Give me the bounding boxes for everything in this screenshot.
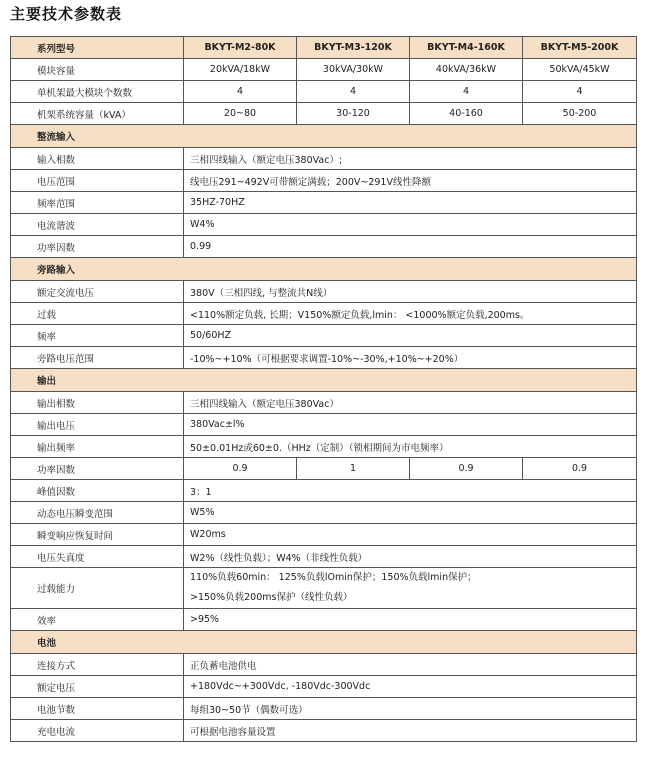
cell-value: 0.9 — [410, 458, 523, 480]
row-label: 过载 — [11, 303, 184, 325]
row-label: 峰值因数 — [11, 480, 184, 502]
model-header: BKYT-M3-120K — [297, 37, 410, 59]
row-label: 输出相数 — [11, 392, 184, 414]
cell-value: W20ms — [184, 524, 637, 546]
section-header-rectifier — [11, 125, 637, 148]
section-header-battery — [11, 631, 637, 654]
row-label: 功率因数 — [11, 458, 184, 480]
row-label: 电流谐波 — [11, 214, 184, 236]
table-row — [11, 236, 637, 258]
row-label: 单机架最大模块个数数 — [11, 81, 184, 103]
table-row — [11, 325, 637, 347]
table-row — [11, 568, 637, 609]
table-header-row — [11, 37, 637, 59]
cell-value: 三相四线输入（额定电压380Vac）; — [184, 148, 637, 170]
table-row — [11, 502, 637, 524]
cell-value: 1 — [297, 458, 410, 480]
cell-value: 0.99 — [184, 236, 637, 258]
cell-value: 每组30~50节（偶数可选） — [184, 698, 637, 720]
table-row — [11, 303, 637, 325]
row-label: 动态电压瞬变范围 — [11, 502, 184, 524]
cell-value: 正负蓄电池供电 — [184, 654, 637, 676]
cell-value: 50±0.01Hz或60±0.（HHz（定制）（锁相期间为市电频率） — [184, 436, 637, 458]
row-label: 输入相数 — [11, 148, 184, 170]
row-label: 充电电流 — [11, 720, 184, 742]
cell-value: 40-160 — [410, 103, 523, 125]
cell-value: 380Vac±l% — [184, 414, 637, 436]
table-row — [11, 347, 637, 369]
section-header-output — [11, 369, 637, 392]
page-title: 主要技术参数表 — [10, 5, 123, 23]
cell-value: 3：1 — [184, 480, 637, 502]
table-row — [11, 720, 637, 742]
row-label: 连接方式 — [11, 654, 184, 676]
cell-value: 0.9 — [184, 458, 297, 480]
cell-value: +180Vdc~+300Vdc, -180Vdc-300Vdc — [184, 676, 637, 698]
row-label: 电压范围 — [11, 170, 184, 192]
row-label: 机架系统容量（kVA） — [11, 103, 184, 125]
section-title: 整流输入 — [11, 125, 637, 148]
table-row — [11, 81, 637, 103]
section-title: 旁路输入 — [11, 258, 637, 281]
spec-table — [10, 36, 637, 742]
row-label: 模块容量 — [11, 59, 184, 81]
table-row — [11, 148, 637, 170]
row-label: 输出频率 — [11, 436, 184, 458]
cell-value: 可根据电池容量设置 — [184, 720, 637, 742]
row-label: 频率范围 — [11, 192, 184, 214]
table-row — [11, 414, 637, 436]
table-row — [11, 546, 637, 568]
cell-value: 380V（三相四线, 与整流共N线） — [184, 281, 637, 303]
row-label: 额定电压 — [11, 676, 184, 698]
table-row — [11, 392, 637, 414]
table-row — [11, 103, 637, 125]
row-label: 电池节数 — [11, 698, 184, 720]
row-label: 输出电压 — [11, 414, 184, 436]
cell-value: W2%（线性负载）；W4%（非线性负载） — [184, 546, 637, 568]
cell-value: 20kVA/18kW — [184, 59, 297, 81]
cell-value — [184, 568, 637, 609]
cell-value: -10%~+10%（可根据要求调置-10%~-30%,+10%~+20%） — [184, 347, 637, 369]
table-row — [11, 170, 637, 192]
row-label: 旁路电压范围 — [11, 347, 184, 369]
row-label: 瞬变响应恢复时间 — [11, 524, 184, 546]
table-row — [11, 654, 637, 676]
table-row — [11, 698, 637, 720]
table-row — [11, 214, 637, 236]
cell-value: 30-120 — [297, 103, 410, 125]
cell-value: 线电压291~492V可带额定满载；200V~291V线性降额 — [184, 170, 637, 192]
cell-value: 4 — [297, 81, 410, 103]
table-row — [11, 480, 637, 502]
model-header: BKYT-M2-80K — [184, 37, 297, 59]
table-row — [11, 458, 637, 480]
cell-value: W5% — [184, 502, 637, 524]
cell-value: 50kVA/45kW — [523, 59, 637, 81]
cell-value: 50/60HZ — [184, 325, 637, 347]
row-label: 额定交流电压 — [11, 281, 184, 303]
overload-line-1: 110%负载60min： 125%负载lOmin保护；150%负载lmin保护； — [190, 572, 477, 583]
row-label: 效率 — [11, 609, 184, 631]
cell-value: 4 — [410, 81, 523, 103]
row-label: 频率 — [11, 325, 184, 347]
cell-value: >95% — [184, 609, 637, 631]
row-label: 功率因数 — [11, 236, 184, 258]
table-row — [11, 192, 637, 214]
cell-value: 50-200 — [523, 103, 637, 125]
table-row — [11, 524, 637, 546]
cell-value: 0.9 — [523, 458, 637, 480]
table-row — [11, 676, 637, 698]
cell-value: 三相四线输入（额定电压380Vac） — [184, 392, 637, 414]
section-title: 电池 — [11, 631, 637, 654]
table-row — [11, 281, 637, 303]
cell-value: 20~80 — [184, 103, 297, 125]
cell-value: W4% — [184, 214, 637, 236]
row-label: 电压失真度 — [11, 546, 184, 568]
cell-value: <110%额定负载, 长期；V150%额定负载,lmin： <1000%额定负载,200ms。 — [184, 303, 637, 325]
table-row — [11, 609, 637, 631]
cell-value: 4 — [523, 81, 637, 103]
model-header: BKYT-M4-160K — [410, 37, 523, 59]
overload-line-2: >150%负载200ms保护（线性负载） — [190, 592, 353, 603]
header-label: 系列型号 — [11, 37, 184, 59]
cell-value: 35HZ-70HZ — [184, 192, 637, 214]
model-header: BKYT-M5-200K — [523, 37, 637, 59]
cell-value: 40kVA/36kW — [410, 59, 523, 81]
table-row — [11, 59, 637, 81]
section-title: 输出 — [11, 369, 637, 392]
table-row — [11, 436, 637, 458]
cell-value: 30kVA/30kW — [297, 59, 410, 81]
cell-value: 4 — [184, 81, 297, 103]
section-header-bypass — [11, 258, 637, 281]
row-label: 过载能力 — [11, 568, 184, 609]
